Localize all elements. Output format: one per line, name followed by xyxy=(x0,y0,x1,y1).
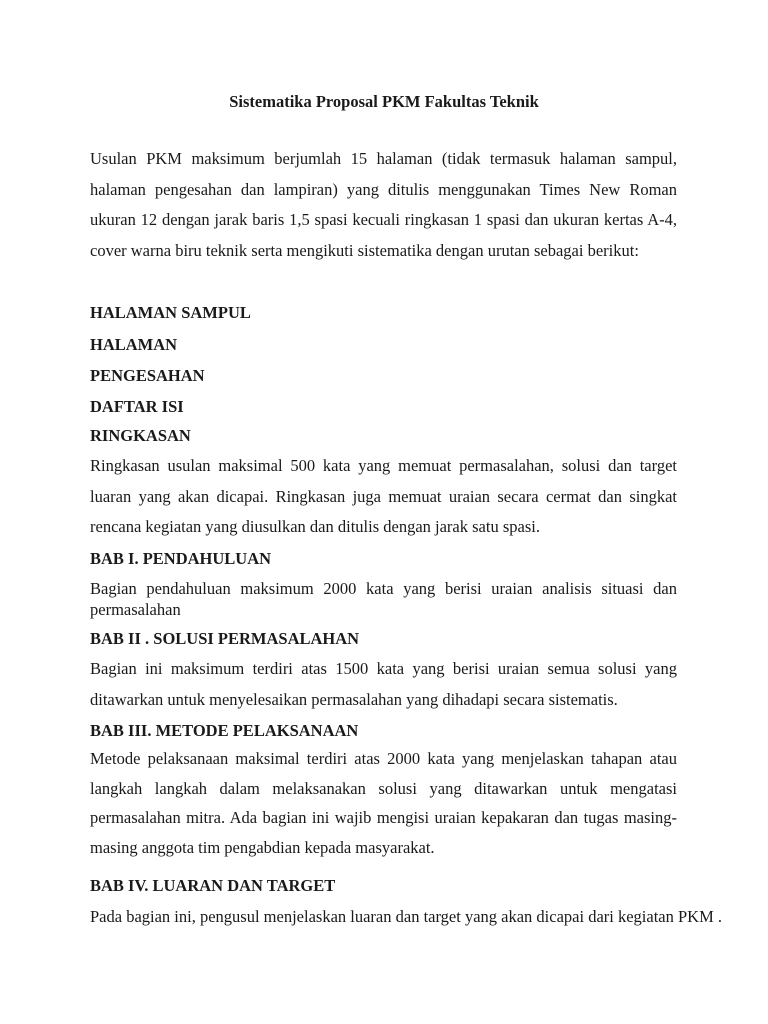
document-title: Sistematika Proposal PKM Fakultas Teknik xyxy=(229,92,539,111)
heading-bab-3: BAB III. METODE PELAKSANAAN xyxy=(90,721,359,740)
ringkasan-paragraph: Ringkasan usulan maksimal 500 kata yang memuat permasalahan, solusi dan target luaran yang akan dicapai. Ringkasan juga memuat uraian secara cermat dan singkat rencana kegiatan yang diusulkan dan ditulis dengan jarak satu spasi. xyxy=(90,456,677,536)
heading-halaman: HALAMAN xyxy=(90,335,178,354)
heading-daftar-isi: DAFTAR ISI xyxy=(90,397,184,416)
heading-halaman-sampul: HALAMAN SAMPUL xyxy=(90,303,251,322)
bab-1-paragraph: Bagian pendahuluan maksimum 2000 kata yang berisi uraian analisis situasi dan permasalahan xyxy=(90,579,677,619)
bab-4-paragraph: Pada bagian ini, pengusul menjelaskan luaran dan target yang akan dicapai dari kegiatan PKM . xyxy=(90,907,722,926)
bab-2-paragraph: Bagian ini maksimum terdiri atas 1500 kata yang berisi uraian semua solusi yang ditawarkan untuk menyelesaikan permasalahan yang dihadapi secara sistematis. xyxy=(90,659,677,709)
heading-bab-4: BAB IV. LUARAN DAN TARGET xyxy=(90,876,336,895)
intro-paragraph: Usulan PKM maksimum berjumlah 15 halaman (tidak termasuk halaman sampul, halaman pengesahan dan lampiran) yang ditulis menggunakan Times New Roman ukuran 12 dengan jarak baris 1,5 spasi kecuali ringkasan 1 spasi dan ukuran kertas A-4, cover warna biru teknik serta mengikuti sistematika dengan urutan sebagai berikut: xyxy=(90,149,677,260)
heading-pengesahan: PENGESAHAN xyxy=(90,366,205,385)
heading-ringkasan: RINGKASAN xyxy=(90,426,191,445)
heading-bab-1: BAB I. PENDAHULUAN xyxy=(90,549,272,568)
heading-bab-2: BAB II . SOLUSI PERMASALAHAN xyxy=(90,629,360,648)
bab-3-paragraph: Metode pelaksanaan maksimal terdiri atas 2000 kata yang menjelaskan tahapan atau langkah langkah dalam melaksanakan solusi yang ditawarkan untuk mengatasi permasalahan mitra. Ada bagian ini wajib mengisi uraian kepakaran dan tugas masing-masing anggota tim pengabdian kepada masyarakat. xyxy=(90,749,677,857)
